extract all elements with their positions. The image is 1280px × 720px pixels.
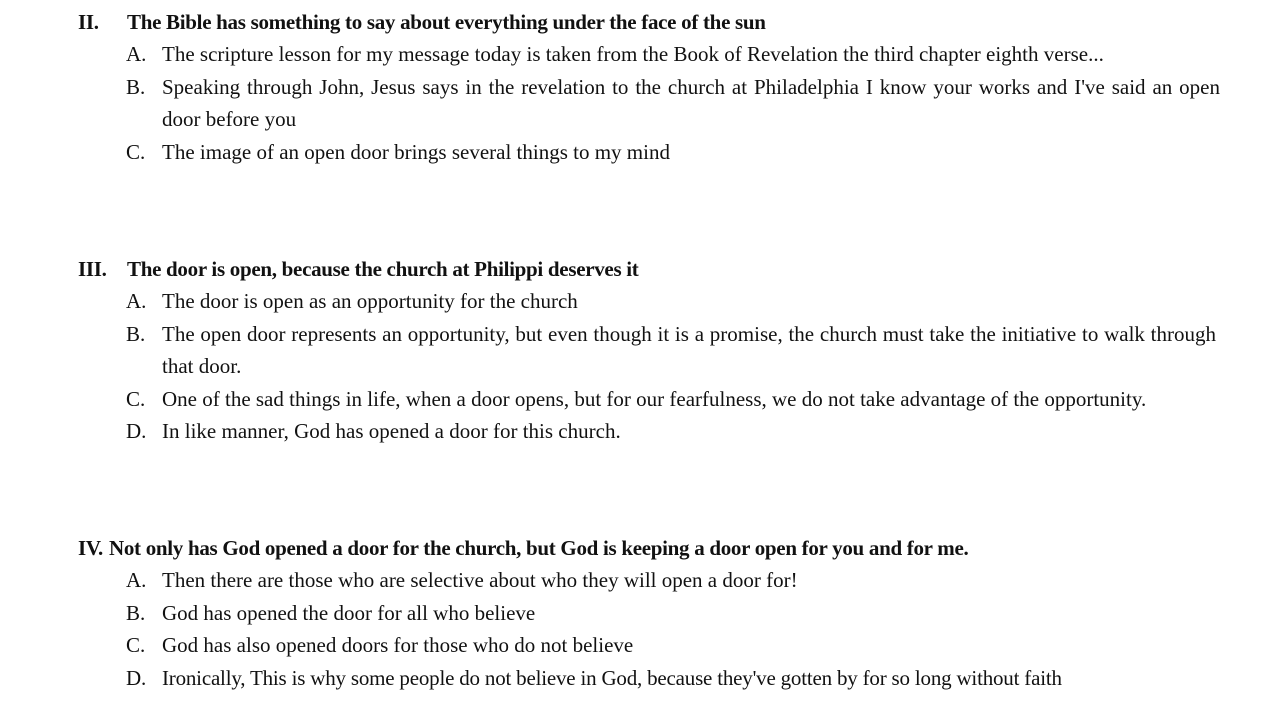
item-text: The image of an open door brings several things to my mind: [162, 139, 670, 164]
outline-item: [126, 564, 1228, 597]
section-numeral: II.: [78, 10, 99, 34]
section-heading: [78, 532, 1280, 564]
outline-item: [126, 285, 1228, 318]
item-letter: C.: [126, 386, 146, 411]
item-text: God has also opened doors for those who do not believe: [162, 633, 634, 657]
item-letter: B.: [126, 600, 146, 625]
item-text: The door is open as an opportunity for the church: [162, 289, 578, 313]
item-letter: C.: [126, 633, 146, 657]
item-text: God has opened the door for all who believe: [162, 600, 536, 625]
outline-section-iii: [0, 253, 1280, 448]
item-text: One of the sad things in life, when a door opens, but for our fearfulness, we do not take advantage of the opportunity.: [162, 386, 1147, 411]
item-letter: D.: [126, 419, 147, 443]
outline-item: [126, 597, 1228, 630]
outline-item: [126, 318, 1216, 383]
section-heading: [78, 6, 1280, 38]
outline-section-iv: [0, 532, 1280, 694]
outline-section-ii: [0, 6, 1280, 168]
outline-item: [126, 38, 1226, 71]
item-text: The scripture lesson for my message today is taken from the Book of Revelation the third chapter eighth verse...: [162, 42, 1104, 66]
item-text: The open door represents an opportunity, but even though it is a promise, the church must take the initiative to walk through that door.: [162, 321, 1216, 378]
item-letter: C.: [126, 139, 146, 164]
outline-item: [126, 71, 1220, 136]
outline-item: [126, 415, 1228, 448]
item-letter: A.: [126, 568, 147, 592]
item-letter: A.: [126, 289, 147, 313]
outline-item: [126, 136, 1228, 169]
section-heading: [78, 253, 1280, 285]
section-numeral: IV.: [78, 536, 103, 560]
outline-item: [126, 662, 1228, 695]
item-letter: B.: [126, 74, 146, 99]
outline-item: [126, 383, 1176, 416]
item-text: Speaking through John, Jesus says in the revelation to the church at Philadelphia I know your works and I've said an open door before you: [162, 74, 1220, 131]
outline-item: [126, 629, 1228, 662]
section-heading-text: The Bible has something to say about everything under the face of the sun: [127, 10, 766, 34]
item-text: Then there are those who are selective about who they will open a door for!: [162, 568, 798, 592]
item-text: In like manner, God has opened a door for this church.: [162, 419, 621, 443]
section-heading-text: Not only has God opened a door for the church, but God is keeping a door open for you and for me.: [108, 536, 969, 560]
item-letter: B.: [126, 321, 146, 346]
item-letter: A.: [126, 42, 147, 66]
section-numeral: III.: [78, 257, 107, 281]
item-letter: D.: [126, 665, 147, 690]
section-heading-text: The door is open, because the church at Philippi deserves it: [127, 257, 639, 281]
item-text: Ironically, This is why some people do not believe in God, because they've gotten by for so long without faith: [162, 665, 1062, 690]
